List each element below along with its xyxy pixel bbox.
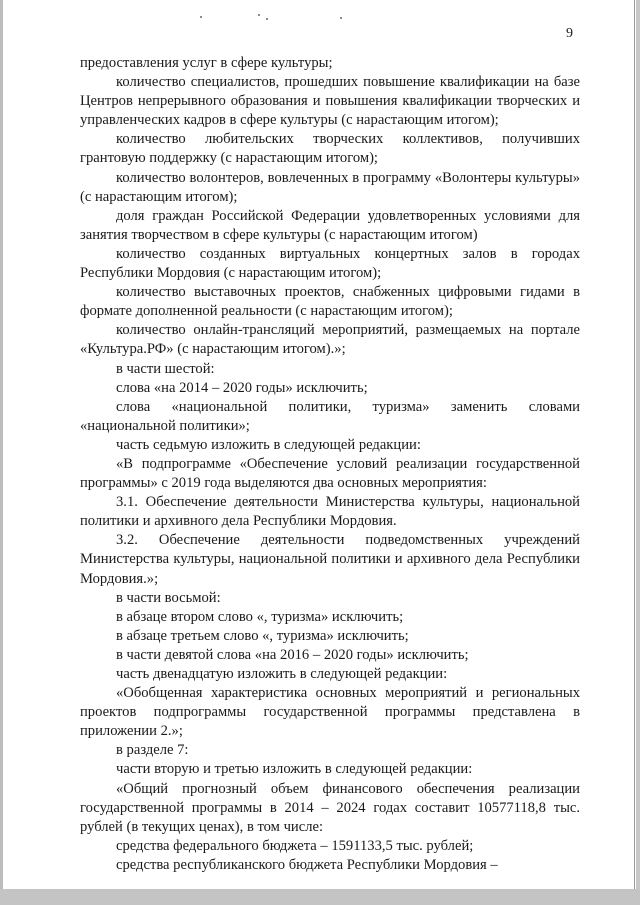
scan-speck xyxy=(340,17,342,19)
paragraph: количество специалистов, прошедших повышение квалификации на базе Центров непрерывного образования и повышения квалификации творческих и управленческих кадров в сфере культуры (с нарастающим итогом); xyxy=(80,74,580,129)
paragraph: количество выставочных проектов, снабженных цифровыми гидами в формате дополненной реальности (с нарастающим итогом); xyxy=(80,284,580,320)
scan-speck xyxy=(266,18,268,20)
document-body xyxy=(80,54,580,875)
scan-speck xyxy=(258,14,260,16)
paragraph: «Обобщенная характеристика основных мероприятий и региональных проектов подпрограммы государственной программы представлена в приложении 2.»; xyxy=(80,685,580,740)
paragraph: количество созданных виртуальных концертных залов в городах Республики Мордовия (с нарастающим итогом); xyxy=(80,245,580,282)
scan-specks xyxy=(0,12,640,24)
paragraph: в абзаце третьем слово «, туризма» исключить; xyxy=(116,627,409,644)
paragraph: количество любительских творческих коллективов, получивших грантовую поддержку (с нарастающим итогом); xyxy=(80,131,580,167)
scan-speck xyxy=(200,16,202,18)
page-number: 9 xyxy=(566,26,573,41)
paragraph: часть седьмую изложить в следующей редакции: xyxy=(116,436,421,453)
paragraph: средства республиканского бюджета Республики Мордовия – xyxy=(116,856,498,873)
paragraph: 3.2. Обеспечение деятельности подведомственных учреждений Министерства культуры, национальной политики и архивного дела Республики Мордовия.»; xyxy=(80,532,580,587)
scan-edge-right xyxy=(636,0,640,905)
paragraph: количество волонтеров, вовлеченных в программу «Волонтеры культуры» (с нарастающим итогом); xyxy=(80,169,580,205)
paragraph: предоставления услуг в сфере культуры; xyxy=(80,55,333,71)
paragraph: слова «национальной политики, туризма» заменить словами «национальной политики»; xyxy=(80,398,580,434)
paragraph: в разделе 7: xyxy=(116,742,189,759)
paragraph: средства федерального бюджета – 1591133,5 тыс. рублей; xyxy=(116,837,474,854)
scan-edge-line xyxy=(634,0,635,905)
paragraph: в части девятой слова «на 2016 – 2020 годы» исключить; xyxy=(116,646,469,663)
paragraph: часть двенадцатую изложить в следующей редакции: xyxy=(116,666,448,682)
paragraph: части вторую и третью изложить в следующей редакции: xyxy=(116,761,473,778)
paragraph: слова «на 2014 – 2020 годы» исключить; xyxy=(116,379,368,396)
paragraph: доля граждан Российской Федерации удовлетворенных условиями для занятия творчеством в сфере культуры (с нарастающим итогом) xyxy=(80,207,580,243)
paragraph: 3.1. Обеспечение деятельности Министерства культуры, национальной политики и архивного дела Республики Мордовия. xyxy=(80,494,580,530)
scan-edge-left xyxy=(0,0,3,905)
paragraph: в части восьмой: xyxy=(116,589,221,606)
paragraph: в абзаце втором слово «, туризма» исключить; xyxy=(116,608,404,625)
paragraph: в части шестой: xyxy=(116,360,215,377)
paragraph: «В подпрограмме «Обеспечение условий реализации государственной программы» с 2019 года выделяются два основных мероприятия: xyxy=(80,455,580,492)
paragraph: «Общий прогнозный объем финансового обеспечения реализации государственной программы в 2014 – 2024 годах составит 10577118,8 тыс. рублей (в текущих ценах), в том числе: xyxy=(80,780,580,835)
paragraph: количество онлайн-трансляций мероприятий, размещаемых на портале «Культура.РФ» (с нарастающим итогом).»; xyxy=(80,322,580,358)
scan-edge-bottom xyxy=(0,889,640,905)
